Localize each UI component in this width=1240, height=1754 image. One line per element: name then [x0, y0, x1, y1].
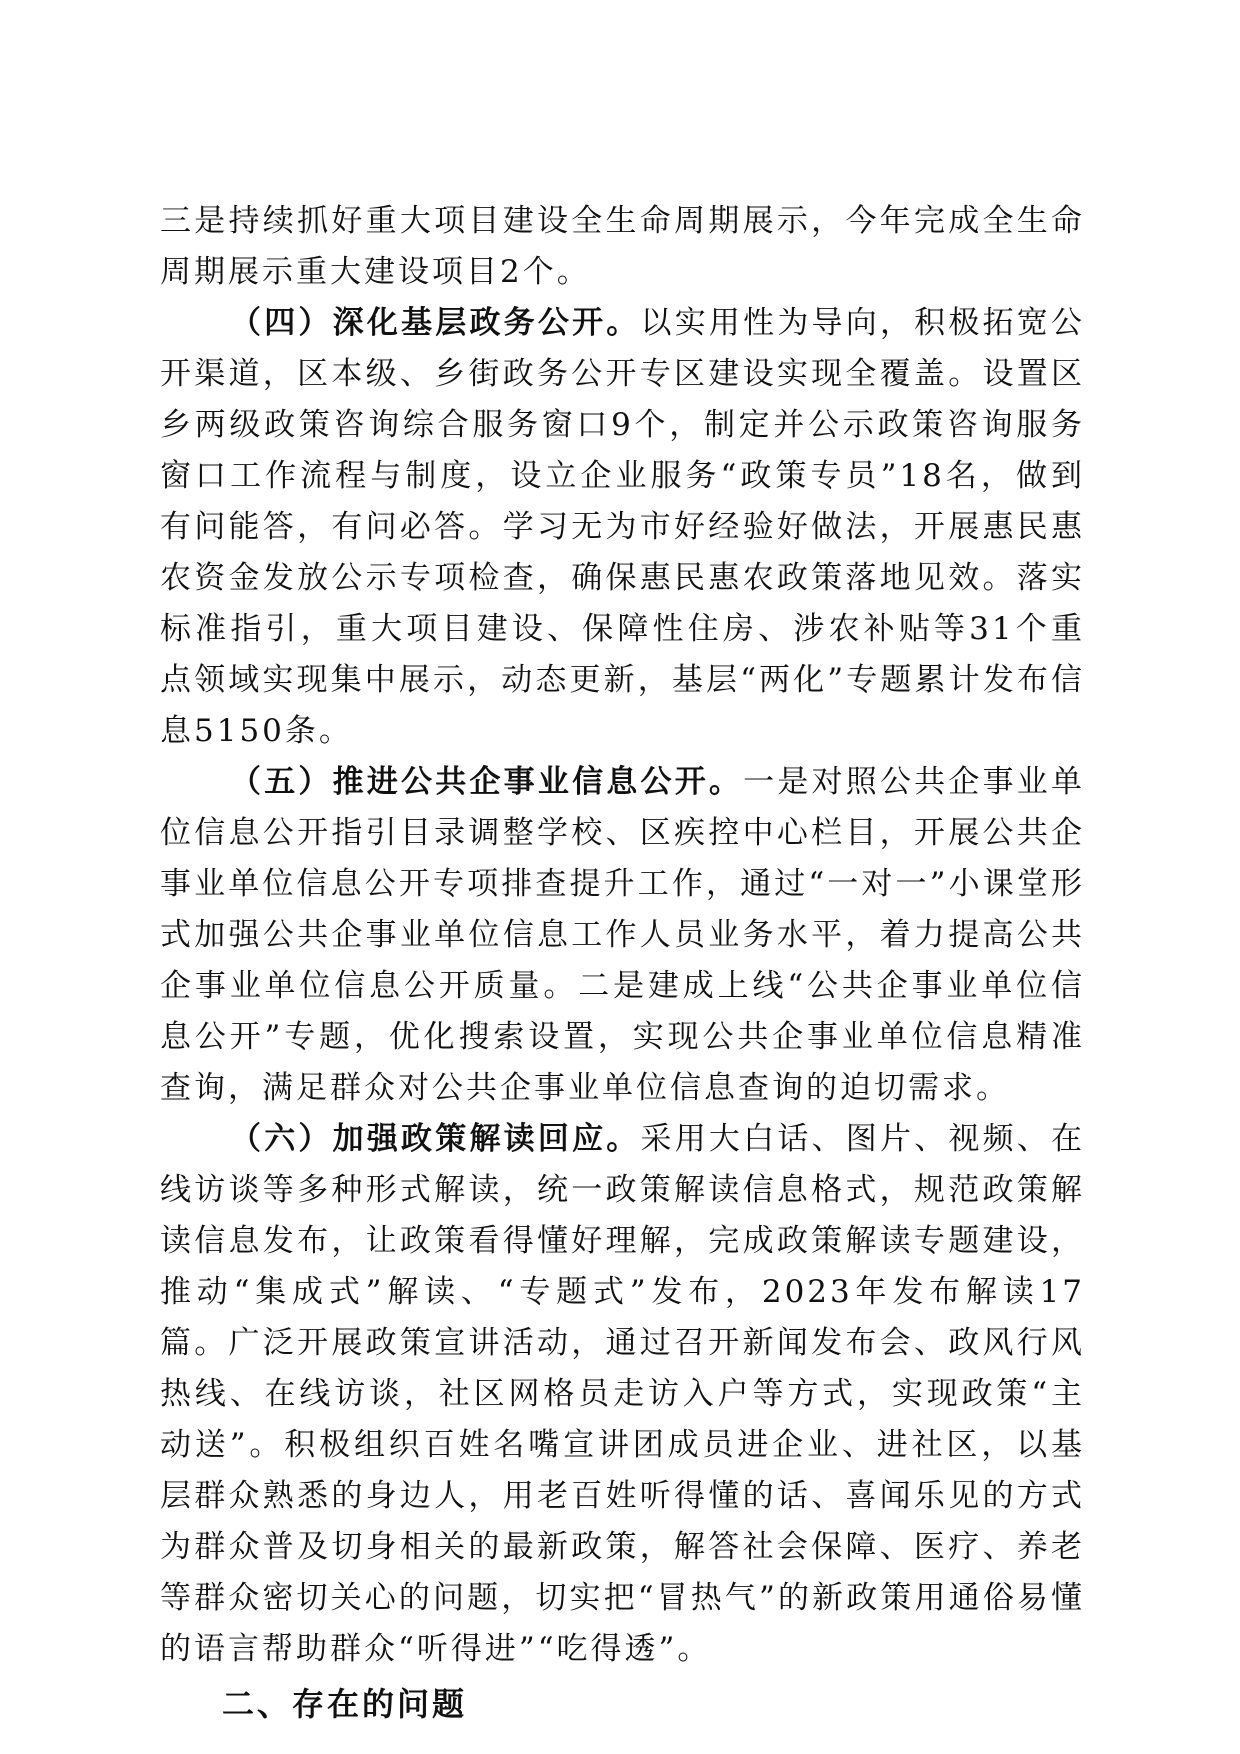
paragraph-policy-interpretation [160, 1114, 1085, 1675]
paragraph-lead-heading: （四）深化基层政务公开。 [230, 305, 641, 341]
paragraph-project-display [160, 196, 1085, 298]
paragraph-lead-heading: （五）推进公共企事业信息公开。 [230, 764, 744, 800]
paragraph-text: 一是对照公共企事业单位信息公开指引目录调整学校、区疾控中心栏目，开展公共企事业单位信息公开专项排查提升工作，通过“一对一”小课堂形式加强公共企事业单位信息工作人员业务水平，着力提高公共企事业单位信息公开质量。二是建成上线“公共企事业单位信息公开”专题，优化搜索设置，实现公共企事业单位信息精准查询，满足群众对公共企事业单位信息查询的迫切需求。 [160, 764, 1085, 1106]
paragraph-lead-heading: （六）加强政策解读回应。 [230, 1121, 641, 1157]
section-heading-problems: 二、存在的问题 [222, 1685, 468, 1723]
paragraph-grassroots-openness [160, 298, 1085, 757]
document-page [160, 196, 1085, 1730]
paragraph-text: 以实用性为导向，积极拓宽公开渠道，区本级、乡街政务公开专区建设实现全覆盖。设置区乡两级政策咨询综合服务窗口9个，制定并公示政策咨询服务窗口工作流程与制度，设立企业服务“政策专员”18名，做到有问能答，有问必答。学习无为市好经验好做法，开展惠民惠农资金发放公示专项检查，确保惠民惠农政策落地见效。落实标准指引，重大项目建设、保障性住房、涉农补贴等31个重点领域实现集中展示，动态更新，基层“两化”专题累计发布信息5150条。 [160, 305, 1085, 749]
paragraph-text: 三是持续抓好重大项目建设全生命周期展示，今年完成全生命周期展示重大建设项目2个。 [160, 203, 1085, 290]
paragraph-public-enterprise-info [160, 757, 1085, 1114]
paragraph-text: 采用大白话、图片、视频、在线访谈等多种形式解读，统一政策解读信息格式，规范政策解读信息发布，让政策看得懂好理解，完成政策解读专题建设，推动“集成式”解读、“专题式”发布，2023年发布解读17篇。广泛开展政策宣讲活动，通过召开新闻发布会、政风行风热线、在线访谈，社区网格员走访入户等方式，实现政策“主动送”。积极组织百姓名嘴宣讲团成员进企业、进社区，以基层群众熟悉的身边人，用老百姓听得懂的话、喜闻乐见的方式为群众普及切身相关的最新政策，解答社会保障、医疗、养老等群众密切关心的问题，切实把“冒热气”的新政策用通俗易懂的语言帮助群众“听得进”“吃得透”。 [160, 1121, 1085, 1667]
